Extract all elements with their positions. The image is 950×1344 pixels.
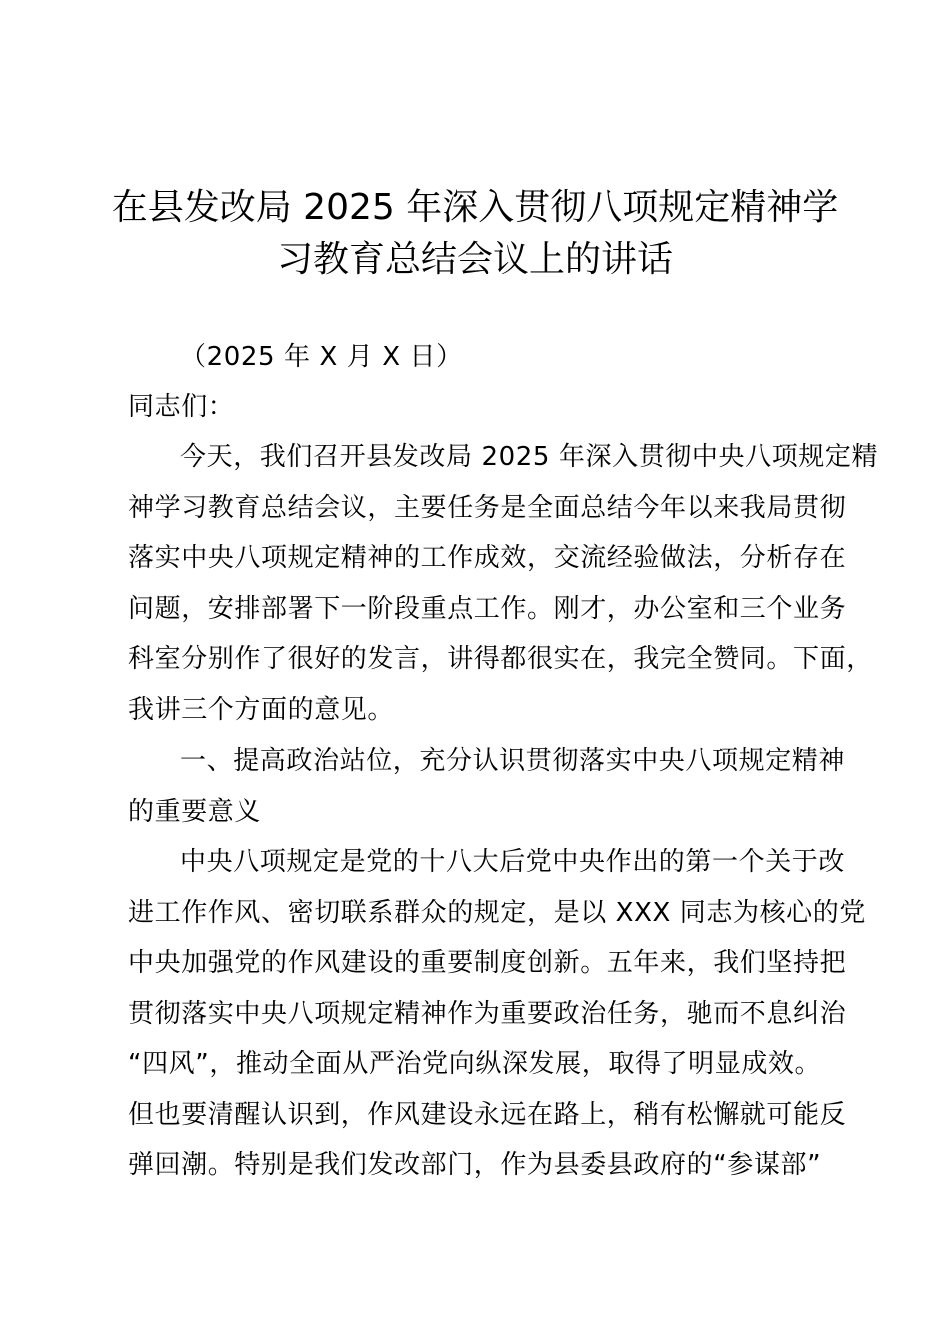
heading-line: 一、提高政治站位，充分认识贯彻落实中央八项规定精神 [180,746,846,776]
paragraph-line: 进工作作风、密切联系群众的规定，是以 XXX 同志为核心的党 [128,897,866,928]
paragraph-line: 弹回潮。特别是我们发改部门，作为县委县政府的“参谋部” [128,1150,822,1180]
speech-date: （2025 年 X 月 X 日） [180,342,463,372]
paragraph-line: 贯彻落实中央八项规定精神作为重要政治任务，驰而不息纠治 [128,998,847,1029]
heading-line: 的重要意义 [128,796,262,827]
paragraph-line: 中央加强党的作风建设的重要制度创新。五年来，我们坚持把 [128,948,847,978]
title-line-1: 在县发改局 2025 年深入贯彻八项规定精神学 [111,187,839,228]
paragraph-intro [128,432,879,735]
paragraph-line: 问题，安排部署下一阶段重点工作。刚才，办公室和三个业务 [128,593,847,624]
paragraph-line: 今天，我们召开县发改局 2025 年深入贯彻中央八项规定精 [180,442,879,472]
paragraph-line: 我讲三个方面的意见。 [128,694,395,725]
paragraph-line: “四风”，推动全面从严治党向纵深发展，取得了明显成效。 [128,1049,822,1079]
paragraph-line: 科室分别作了很好的发言，讲得都很实在，我完全赞同。下面， [128,644,873,674]
paragraph-line: 但也要清醒认识到，作风建设永远在路上，稍有松懈就可能反 [128,1099,847,1130]
paragraph-line: 神学习教育总结会议，主要任务是全面总结今年以来我局贯彻 [128,492,847,523]
paragraph-line: 落实中央八项规定精神的工作成效，交流经验做法，分析存在 [128,543,847,573]
paragraph-line: 中央八项规定是党的十八大后党中央作出的第一个关于改 [180,847,846,877]
section-heading-1 [128,736,846,837]
document-title [90,182,860,286]
title-line-2: 习教育总结会议上的讲话 [276,239,673,280]
greeting: 同志们： [128,392,235,422]
paragraph-section-1 [128,837,866,1191]
